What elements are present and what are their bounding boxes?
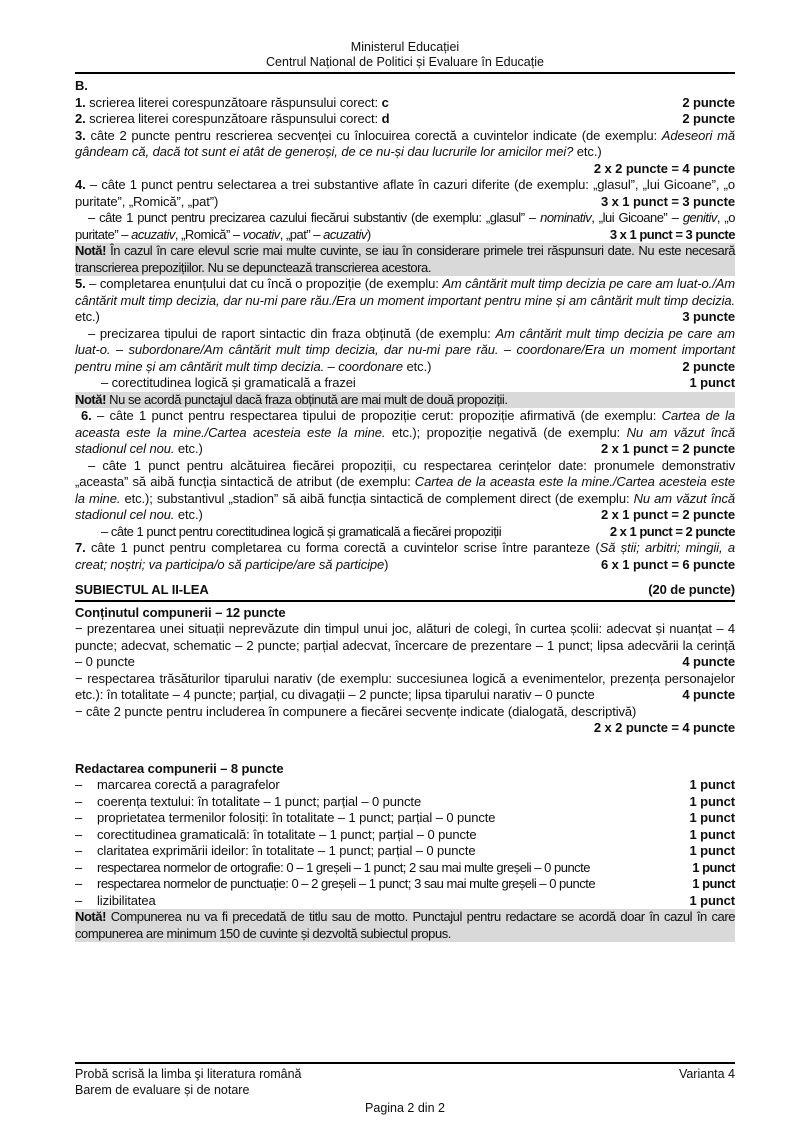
body-text: etc.); substantivul „stadion” să aibă funcția sintactică de complement direct (de exemplu: xyxy=(120,490,634,506)
criterion-row xyxy=(75,777,735,794)
dash-marker: – xyxy=(75,859,82,875)
points-value: 2 puncte xyxy=(682,94,735,110)
points-value: 1 punct xyxy=(689,810,735,825)
body-text: , „lui Gicoane” – xyxy=(591,210,683,225)
body-text: – precizarea tipului de raport sintactic din fraza obținută (de exemplu: xyxy=(88,325,496,341)
dash-marker: – xyxy=(75,892,83,908)
points-value: 1 punct xyxy=(692,876,735,891)
footer-variant: Varianta 4 xyxy=(678,1067,735,1081)
points-value: 2 x 1 punct = 2 puncte xyxy=(609,523,735,539)
italic-example-text: Am cântărit mult timp decizia pe care am luat-o./Am cântărit mult timp decizia, dar nu-mi pare rău./Era un moment important pentru mine și am cântărit mult timp decizia. xyxy=(75,276,736,308)
italic-example-text: Adeseori mă gândeam că, dacă tot sunt ei atât de generoși, de ce nu-și dau lucrurile lor amicilor mei? xyxy=(75,127,735,159)
criterion-row xyxy=(75,827,735,844)
section-heading: Conținutul compunerii – 12 puncte xyxy=(75,604,286,620)
subject-title: SUBIECTUL AL II-LEA xyxy=(75,582,209,597)
footer-page-number: Pagina 2 din 2 xyxy=(365,1101,445,1115)
header-line-center: Centrul Național de Politici și Evaluare în Educație xyxy=(266,55,544,69)
rubric-paragraph xyxy=(75,671,735,704)
body-text: etc.) xyxy=(403,358,432,374)
points-value: 2 puncte xyxy=(682,358,735,374)
rubric-paragraph xyxy=(75,276,735,326)
points-value: 1 punct xyxy=(692,859,735,875)
body-text: – corectitudinea logică și gramaticală a frazei xyxy=(101,375,356,390)
body-text: etc.); propoziție negativă (de exemplu: xyxy=(385,424,627,440)
rubric-paragraph xyxy=(75,540,735,573)
body-text: , „o puritate” – xyxy=(75,210,735,242)
body-text: ) xyxy=(366,226,371,242)
body-text: Nu se acordă punctajul dacă fraza obținută are mai mult de două propoziții. xyxy=(105,391,508,407)
body-text: etc.) xyxy=(75,309,100,324)
italic-example-text: nominativ xyxy=(540,210,592,225)
points-value: 2 x 1 punct = 2 puncte xyxy=(601,441,735,456)
rubric-paragraph xyxy=(75,128,735,178)
dash-marker: – xyxy=(75,777,83,792)
footer-row-1 xyxy=(75,1066,735,1082)
body-text: În cazul în care elevul scrie mai multe cuvinte, se iau în considerare primele trei răspunsuri date. Nu este necesară transcrierea prepozițiilor. Nu se depunctează transcrierea acestora. xyxy=(75,243,735,275)
rubric-paragraph xyxy=(75,111,735,128)
footer-barem-label: Barem de evaluare și de notare xyxy=(75,1083,250,1097)
bold-text: 3. xyxy=(75,127,91,143)
bold-text: 7. xyxy=(75,540,91,555)
points-value: 1 punct xyxy=(689,777,735,792)
points-value: 6 x 1 punct = 6 puncte xyxy=(601,556,735,572)
points-value: 2 puncte xyxy=(682,111,735,126)
bold-text: 1. xyxy=(75,94,90,110)
body-text: – câte 1 punct pentru selectarea a trei substantive aflate în cazuri diferite (de exemplu: „glasul”, „lui Gicoane”, „o puritate”, „Romică”, „pat”) xyxy=(75,177,735,209)
body-text: – câte 1 punct pentru alcătuirea fiecărei propoziții, cu respectarea cerințelor date: pronumele demonstrativ „aceasta” să aibă funcția sintactică de atribut (de exemplu: xyxy=(75,457,735,489)
body-text: – completarea enunțului dat cu încă o propoziție (de exemplu: xyxy=(89,276,443,291)
subject-heading xyxy=(75,582,735,602)
italic-example-text: acuzativ xyxy=(131,226,175,242)
italic-example-text: Nu am văzut încă stadionul cel nou. xyxy=(75,490,735,522)
criterion-row xyxy=(75,794,735,811)
criterion-text: proprietatea termenilor folosiți: în totalitate – 1 punct; parțial – 0 puncte xyxy=(97,810,496,825)
dash-marker: – xyxy=(75,876,82,891)
body-text: Compunerea nu va fi precedată de titlu sau de motto. Punctajul pentru redactare se acordă doar în cazul în care compunerea are minimum 150 de cuvinte și dezvoltă subiectul propus. xyxy=(75,909,735,941)
note-highlight xyxy=(75,243,735,276)
rubric-paragraph xyxy=(75,458,735,524)
bold-text: Notă! xyxy=(75,243,106,258)
criterion-text: claritatea exprimării ideilor: în totalitate – 1 punct; parțial – 0 puncte xyxy=(97,843,476,858)
criterion-text: respectarea normelor de punctuație: 0 – 2 greșeli – 1 punct; 3 sau mai multe greșeli – 0 puncte xyxy=(97,876,596,891)
body-text: − prezentarea unei situații neprevăzute din timpul unui joc, alături de colegi, în curtea școlii: adecvat și nuanțat – 4 puncte; adecvat, schematic – 2 puncte; parțial adecvat, încercare de prezentare – 1 punct; lipsa adecvării la cerință – 0 puncte xyxy=(75,621,735,669)
bold-text: B. xyxy=(75,78,88,93)
body-text: – câte 1 punct pentru respectarea tipului de propoziție cerut: propoziție afirmativă (de exemplu: xyxy=(97,408,662,423)
criterion-text: lizibilitatea xyxy=(97,892,156,908)
rubric-paragraph xyxy=(75,524,735,541)
rubric-paragraph xyxy=(75,375,735,392)
body-text: scrierea literei corespunzătoare răspunsului corect: xyxy=(89,94,382,110)
dash-marker: – xyxy=(75,810,83,825)
body-text: câte 1 punct pentru completarea cu forma corectă a cuvintelor scrise între paranteze ( xyxy=(90,540,600,555)
rubric-paragraph xyxy=(75,326,735,376)
italic-example-text: Cartea de la aceasta este la mine./Cartea acesteia este la mine. xyxy=(75,408,736,440)
footer-rule xyxy=(75,1062,735,1064)
italic-example-text: genitiv xyxy=(682,210,717,225)
rubric-paragraph xyxy=(75,78,735,95)
body-text: − respectarea trăsăturilor tiparului narativ (de exemplu: succesiunea logică a evenimentelor, prezența personajelor etc.): în totalitate – 4 puncte; parțial, cu divagații – 2 puncte; lipsa tiparului narativ – 0 puncte xyxy=(75,670,735,702)
points-value: 2 x 1 punct = 2 puncte xyxy=(601,507,735,522)
bold-text: 4. xyxy=(75,177,90,192)
points-value: 1 punct xyxy=(689,843,735,858)
points-value: 3 x 1 punct = 3 puncte xyxy=(609,226,735,242)
document-footer xyxy=(75,1062,735,1116)
criterion-row xyxy=(75,876,735,893)
points-value: 1 punct xyxy=(689,793,735,809)
bold-text: 2. xyxy=(75,111,90,126)
bold-text: 5. xyxy=(75,276,90,291)
points-value: 2 x 2 puncte = 4 puncte xyxy=(593,160,735,176)
dash-marker: – xyxy=(75,793,83,809)
italic-example-text: Să știi; arbitri; mingii, a creat; noștri; va participa/o să participe/are să participe xyxy=(75,540,736,572)
dash-marker: – xyxy=(75,843,83,858)
bold-text: Notă! xyxy=(75,391,106,407)
points-value: 3 x 1 punct = 3 puncte xyxy=(601,193,735,209)
section-heading: Redactarea compunerii – 8 puncte xyxy=(75,760,284,776)
criterion-text: corectitudinea gramaticală: în totalitate – 1 punct; parțial – 0 puncte xyxy=(97,826,477,842)
body-text: scrierea literei corespunzătoare răspunsului corect: xyxy=(89,111,382,126)
italic-example-text: Cartea de la aceasta este la mine./Cartea acesteia este la mine. xyxy=(75,474,735,506)
body-text: etc.) xyxy=(174,441,203,456)
document-header xyxy=(75,40,735,70)
italic-example-text: vocativ xyxy=(242,226,280,242)
subject-total-points: (20 de puncte) xyxy=(648,582,735,597)
document-body xyxy=(75,78,735,942)
footer-exam-title: Probă scrisă la limba şi literatura română xyxy=(75,1067,302,1081)
footer-row-2 xyxy=(75,1082,735,1098)
rubric-paragraph xyxy=(75,408,735,458)
points-value: 3 puncte xyxy=(682,309,735,324)
note-highlight xyxy=(75,909,735,942)
bold-text: Notă! xyxy=(75,909,106,924)
rubric-paragraph xyxy=(75,621,735,671)
points-value: 4 puncte xyxy=(682,687,735,702)
points-value: 1 punct xyxy=(689,375,735,390)
criterion-text: respectarea normelor de ortografie: 0 – 1 greșeli – 1 punct; 2 sau mai multe greșeli – 0 puncte xyxy=(97,859,591,875)
criterion-text: coerența textului: în totalitate – 1 punct; parțial – 0 puncte xyxy=(97,793,422,809)
points-value: 2 x 2 puncte = 4 puncte xyxy=(593,720,735,735)
criterion-row xyxy=(75,893,735,910)
bold-text: d xyxy=(381,111,390,126)
criterion-row xyxy=(75,860,735,877)
body-text: – câte 1 punct pentru precizarea cazului fiecărui substantiv (de exemplu: „glasul” – xyxy=(88,210,541,225)
rubric-paragraph xyxy=(75,210,735,243)
italic-example-text: Am cântărit mult timp decizia pe care am luat-o. – subordonare/Am cântărit mult timp decizia, dar nu-mi pare rău. – coordonare/Era un moment important pentru mine și am cântărit mult timp decizia. – coordonare xyxy=(75,325,735,374)
body-text: etc.) xyxy=(573,144,602,159)
header-rule xyxy=(75,72,735,74)
body-text: câte 2 puncte pentru rescrierea secvenței cu înlocuirea corectă a cuvintelor indicate (de exemplu: xyxy=(90,127,662,143)
body-text: ) xyxy=(384,556,389,572)
rubric-paragraph xyxy=(75,95,735,112)
criterion-text: marcarea corectă a paragrafelor xyxy=(97,777,280,792)
bold-text: c xyxy=(381,94,389,110)
points-value: 1 punct xyxy=(689,826,735,842)
note-highlight xyxy=(75,392,735,409)
italic-example-text: acuzativ xyxy=(323,226,367,242)
body-text: , „Romică” – xyxy=(174,226,243,242)
body-text: – câte 1 punct pentru corectitudinea logică și gramaticală a fiecărei propoziții xyxy=(101,523,502,539)
points-value: 1 punct xyxy=(689,892,735,908)
rubric-paragraph xyxy=(75,704,735,737)
body-text: − câte 2 puncte pentru includerea în compunere a fiecărei secvențe indicate (dialogată, descriptivă) xyxy=(75,703,637,719)
bold-text: 6. xyxy=(81,408,98,423)
rubric-paragraph xyxy=(75,177,735,210)
points-value: 4 puncte xyxy=(682,654,735,669)
criterion-row xyxy=(75,810,735,827)
italic-example-text: Nu am văzut încă stadionul cel nou. xyxy=(75,424,735,456)
dash-marker: – xyxy=(75,826,83,842)
body-text: , „pat” – xyxy=(279,226,324,242)
body-text: etc.) xyxy=(174,507,203,522)
criterion-row xyxy=(75,843,735,860)
header-line-ministry: Ministerul Educației xyxy=(350,40,460,54)
